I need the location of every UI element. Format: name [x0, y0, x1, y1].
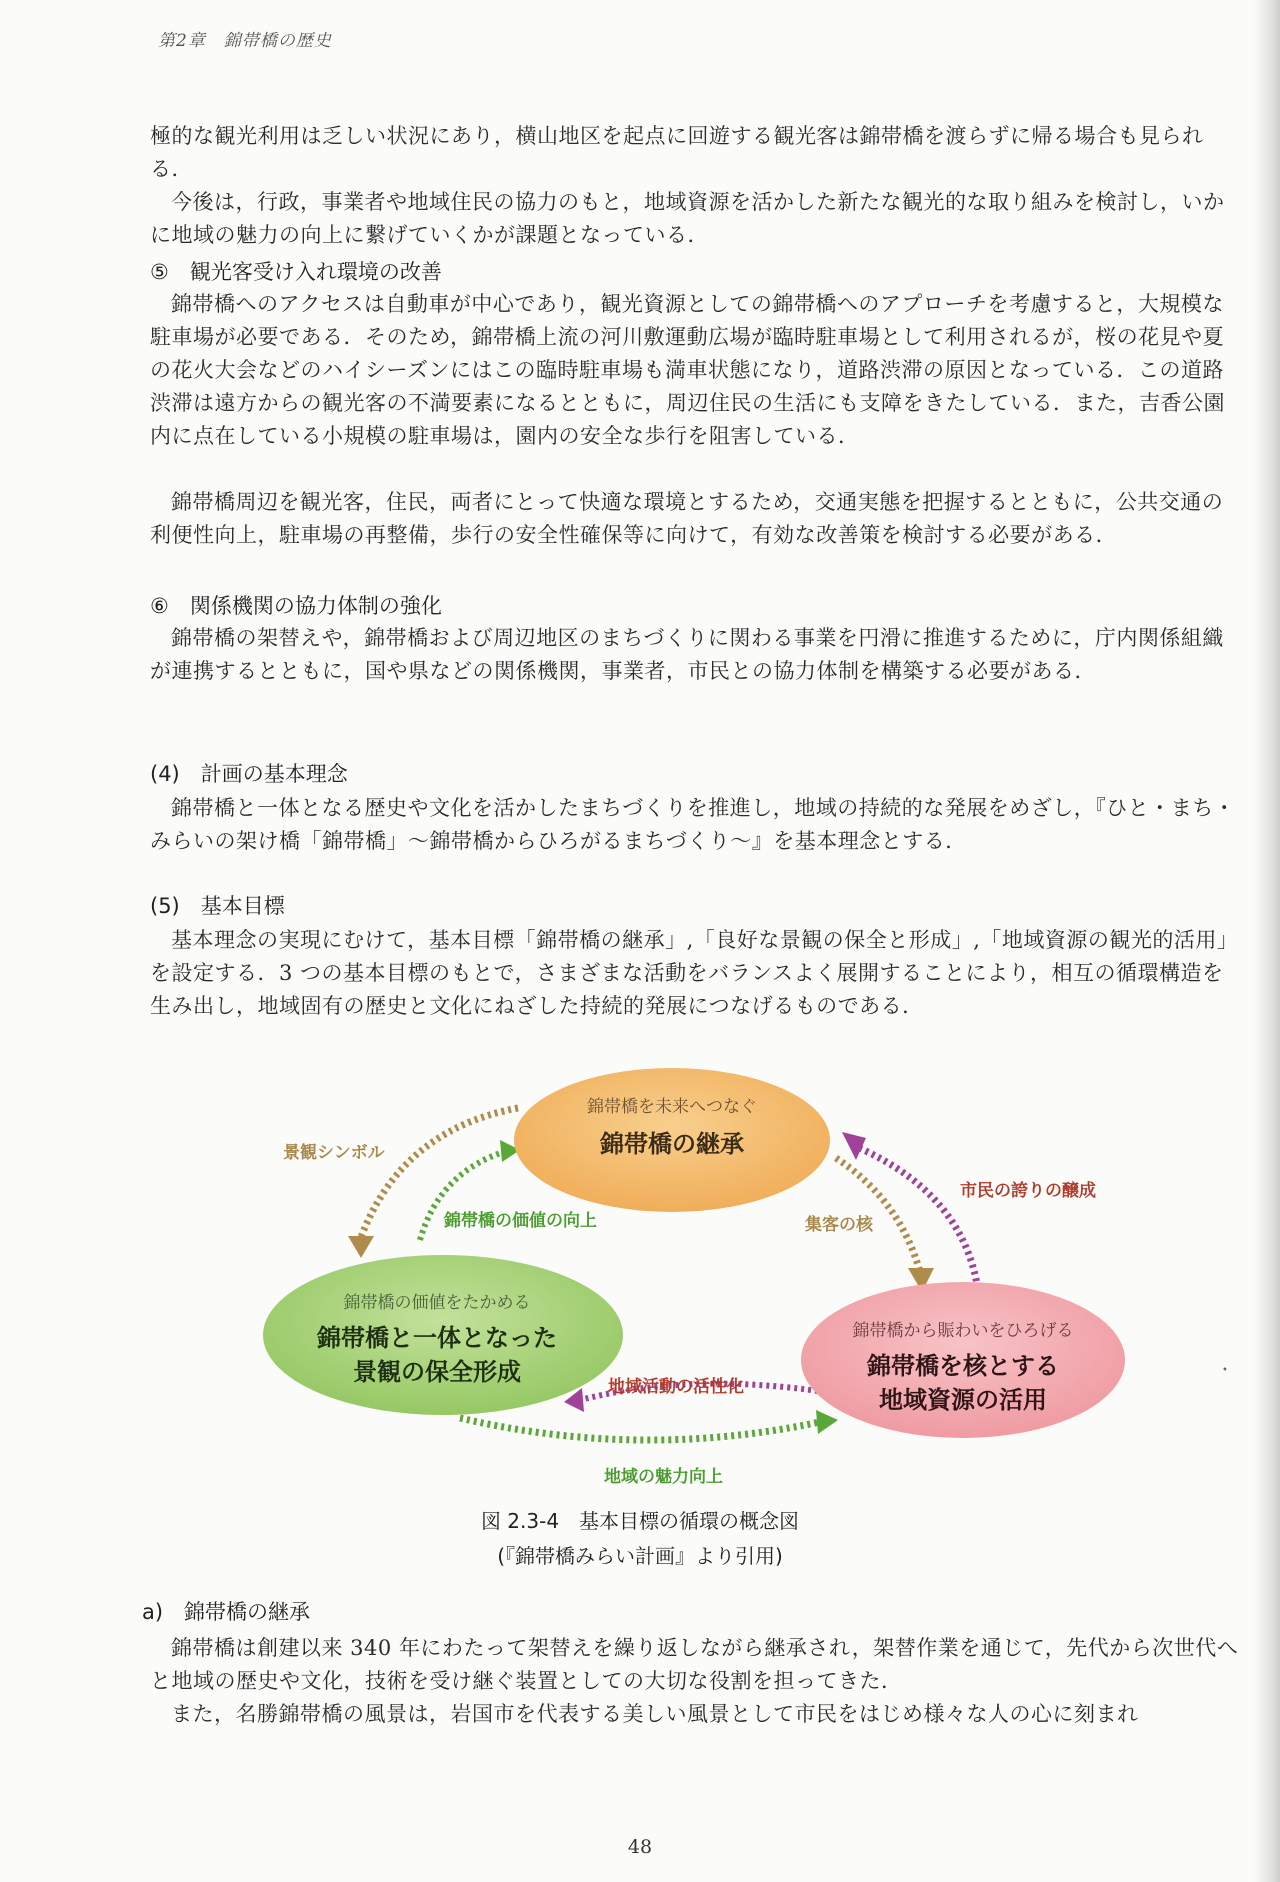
section-heading-5b: (5) 基本目標 [150, 894, 285, 918]
label-value-up: 錦帯橋の価値の向上 [444, 1211, 597, 1231]
paragraph-philosophy [150, 792, 1240, 858]
arrowhead-right-icon [816, 1410, 838, 1434]
dust-mark: • [1222, 1365, 1228, 1376]
philosophy-motto: 『ひと・まち・みらいの架け橋「錦帯橋」〜錦帯橋からひろがるまちづくり〜』 [150, 796, 1236, 853]
section-heading-a: a) 錦帯橋の継承 [142, 1600, 311, 1624]
paragraph: 今後は，行政，事業者や地域住民の協力のもと，地域資源を活かした新たな観光的な取り組みを検討し，いかに地域の魅力の向上に繋げていくかが課題となっている． [150, 190, 1225, 247]
page-number: 48 [627, 1836, 653, 1858]
label-symbol: 景観シンボル [283, 1143, 385, 1163]
figure-source: (『錦帯橋みらい計画』より引用) [497, 1544, 783, 1568]
paragraph: 錦帯橋へのアクセスは自動車が中心であり，観光資源としての錦帯橋へのアプローチを考慮すると，大規模な駐車場が必要である．そのため，錦帯橋上流の河川敷運動広場が臨時駐車場として利用されるが，桜の花見や夏の花火大会などのハイシーズンにはこの臨時駐車場も満車状態になり，道路渋滞の原因となっている．この道路渋滞は遠方からの観光客の不満要素になるとともに，周辺住民の生活にも支障をきたしている．また，吉香公園内に点在している小規模の駐車場は，園内の安全な歩行を阻害している． [150, 292, 1225, 448]
section-heading-4: (4) 計画の基本理念 [150, 762, 348, 786]
goal-cycle-diagram [0, 1040, 1280, 1490]
paragraph: 基本理念の実現にむけて，基本目標「錦帯橋の継承」,「良好な景観の保全と形成」,「地域資源の観光的活用」を設定する．3 つの基本目標のもとで，さまざまな活動をバランスよく展開することにより，相互の循環構造を生み出し，地域固有の歴史と文化にねざした持続的発展につなげるものである． [150, 928, 1239, 1018]
goal-right-main-2: 地域資源の活用 [879, 1386, 1047, 1414]
arrowhead-down-icon [348, 1236, 374, 1258]
goal-right-main-1: 錦帯橋を核とする [867, 1352, 1059, 1380]
paragraph: 極的な観光利用は乏しい状況にあり，横山地区を起点に回遊する観光客は錦帯橋を渡らずに帰る場合も見られる． [150, 124, 1204, 181]
goal-right-sub: 錦帯橋から賑わいをひろげる [852, 1321, 1074, 1341]
goal-left-main-2: 景観の保全形成 [353, 1358, 521, 1386]
section-heading-5: ⑤ 観光客受け入れ環境の改善 [150, 260, 442, 284]
paragraph: また，名勝錦帯橋の風景は，岩国市を代表する美しい風景として市民をはじめ様々な人の心に刻まれ [171, 1702, 1139, 1726]
philosophy-tail: を基本理念とする． [773, 829, 967, 853]
page-edge-shadow [1254, 0, 1280, 1882]
figure-caption: 図 2.3-4 基本目標の循環の概念図 [480, 1509, 800, 1533]
section-heading-6: ⑥ 関係機関の協力体制の強化 [150, 594, 442, 618]
paragraph: 錦帯橋の架替えや，錦帯橋および周辺地区のまちづくりに関わる事業を円滑に推進するために，庁内関係組織が連携するとともに，国や県などの関係機関，事業者，市民との協力体制を構築する必要がある． [150, 626, 1224, 683]
goal-top-main: 錦帯橋の継承 [600, 1130, 744, 1158]
goal-left-main-1: 錦帯橋と一体となった [317, 1324, 557, 1352]
label-activity: 地域活動の活性化 [608, 1377, 744, 1397]
goal-left-sub: 錦帯橋の価値をたかめる [343, 1293, 531, 1313]
label-core: 集客の核 [805, 1215, 873, 1235]
running-head: 第2章 錦帯橋の歴史 [158, 31, 332, 51]
paragraph: 錦帯橋周辺を観光客，住民，両者にとって快適な環境とするため，交通実態を把握するとともに，公共交通の利便性向上，駐車場の再整備，歩行の安全性確保等に向けて，有効な改善策を検討する必要がある． [150, 490, 1224, 547]
paragraph: 錦帯橋は創建以来 340 年にわたって架替えを繰り返しながら継承され，架替作業を通じて，先代から次世代へと地域の歴史や文化，技術を受け継ぐ装置としての大切な役割を担ってきた． [150, 1636, 1239, 1693]
label-charm: 地域の魅力向上 [604, 1467, 723, 1487]
label-pride: 市民の誇りの醸成 [960, 1181, 1096, 1201]
arrow-charm [460, 1418, 820, 1440]
goal-top-sub: 錦帯橋を未来へつなぐ [587, 1097, 757, 1117]
philosophy-lead: 錦帯橋と一体となる歴史や文化を活かしたまちづくりを推進し，地域の持続的な発展をめざし， [171, 796, 1096, 820]
